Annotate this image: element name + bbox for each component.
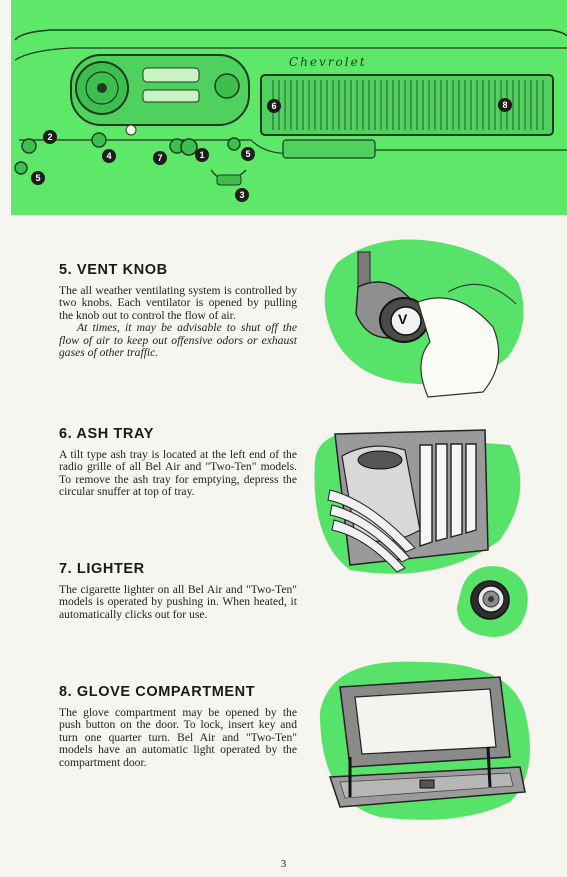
section-body: The glove compartment may be opened by the push button on the door. To lock, insert key and turn one quarter turn. Bel Air and "Two-Ten" models have an automatic light operated by the compartment door. — [59, 706, 297, 769]
section-lighter — [59, 561, 297, 621]
callout-badge: 8 — [498, 98, 512, 112]
section-heading: 7. LIGHTER — [59, 561, 145, 577]
section-glove-compartment — [59, 684, 297, 769]
brand-script: Chevrolet — [289, 55, 367, 69]
callout-badge: 5 — [241, 147, 255, 161]
callout-badge: 2 — [43, 130, 57, 144]
dashboard-illustration — [11, 0, 567, 215]
section-body: The cigarette lighter on all Bel Air and "Two-Ten" models is operated by pushing in. When heated, it automatically clicks out for use. — [59, 583, 297, 621]
ash-tray-illustration — [310, 420, 530, 585]
callout-badge: 5 — [31, 171, 45, 185]
callout-badge: 4 — [102, 149, 116, 163]
glove-compartment-illustration — [310, 652, 540, 832]
vent-knob-letter: V — [398, 311, 408, 327]
section-vent-knob — [59, 262, 297, 359]
section-heading: 8. GLOVE COMPARTMENT — [59, 684, 256, 700]
callout-badge: 6 — [267, 99, 281, 113]
callout-badge: 1 — [195, 148, 209, 162]
vent-knob-illustration — [318, 232, 533, 412]
section-ash-tray — [59, 426, 297, 499]
lighter-illustration — [452, 562, 532, 647]
section-note: At times, it may be advisable to shut off the flow of air to keep out offensive odors or exhaust gases of other traffic. — [59, 321, 297, 360]
section-body: The all weather ventilating system is controlled by two knobs. Each ventilator is opened by pulling the knob out to control the flow of air. — [59, 284, 297, 322]
callout-badge: 7 — [153, 151, 167, 165]
page-number: 3 — [280, 858, 287, 870]
callout-badge: 3 — [235, 188, 249, 202]
section-heading: 6. ASH TRAY — [59, 426, 154, 442]
section-body: A tilt type ash tray is located at the left end of the radio grille of all Bel Air and "Two-Ten" models. To remove the ash tray for emptying, depress the circular snuffer at top of tray. — [59, 448, 297, 499]
section-heading: 5. VENT KNOB — [59, 262, 168, 278]
